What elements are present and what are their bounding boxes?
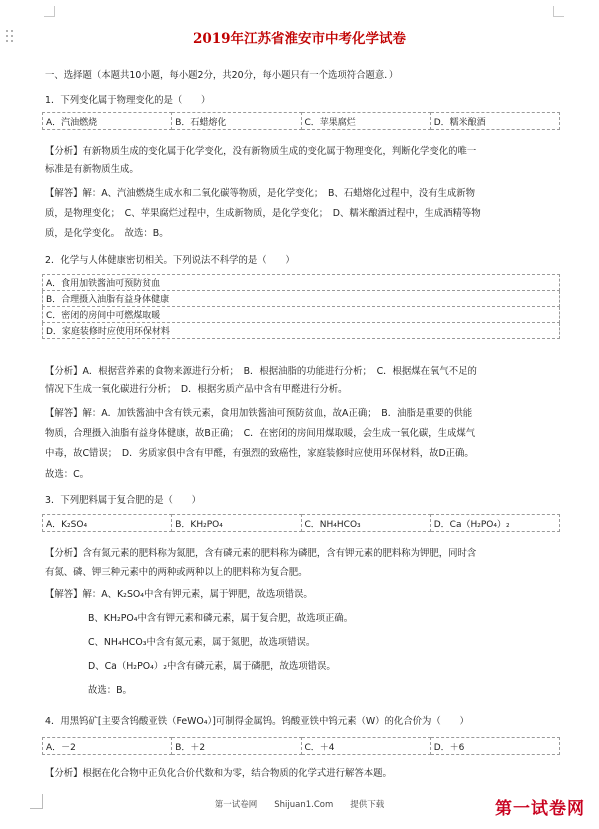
question-3-analysis-line: 【分析】含有氮元素的肥料称为氮肥，含有磷元素的肥料称为磷肥，含有钾元素的肥料称为钾肥，同时含	[45, 548, 477, 559]
page-corner-mark	[44, 6, 55, 17]
option-d: D．糯米酿酒	[430, 113, 559, 130]
option-d: D．＋6	[430, 738, 559, 755]
option-a: A．汽油燃烧	[43, 113, 172, 130]
question-1-stem: 1．下列变化属于物理变化的是（ ）	[45, 95, 211, 106]
question-1-analysis-line: 标准是有新物质生成。	[45, 164, 139, 175]
question-1-analysis-line: 【分析】有新物质生成的变化属于化学变化，没有新物质生成的变化属于物理变化，判断化学变化的唯一	[45, 146, 477, 157]
document-title: 2019年江苏省淮安市中考化学试卷	[192, 31, 407, 47]
option-d: D．家庭装修时应使用环保材料	[43, 323, 560, 339]
question-4-analysis-line: 【分析】根据在化合物中正负化合价代数和为零，结合物质的化学式进行解答本题。	[45, 768, 392, 779]
question-2-options	[42, 274, 560, 339]
option-b: B．＋2	[172, 738, 301, 755]
question-3-analysis-line: 有氮、磷、钾三种元素中的两种或两种以上的肥料称为复合肥。	[45, 567, 308, 578]
option-a: A．－2	[43, 738, 172, 755]
question-2-analysis-line: 情况下生成一氧化碳进行分析； D．根据劣质产品中含有甲醛进行分析。	[45, 384, 348, 395]
question-1-answer-line: 质，是化学变化。 故选：B。	[45, 228, 169, 239]
question-3-stem: 3．下列肥料属于复合肥的是（ ）	[45, 495, 201, 506]
watermark-logo: 第一试卷网	[495, 799, 585, 819]
question-4-stem: 4．用黑钨矿[主要含钨酸亚铁（FeWO₄）]可制得金属钨。钨酸亚铁中钨元素（W）的化合价为（ ）	[45, 716, 469, 727]
question-3-answer-line: B、KH₂PO₄中含有钾元素和磷元素，属于复合肥，故选项正确。	[88, 613, 354, 624]
section-heading: 一、选择题（本题共10小题，每小题2分，共20分，每小题只有一个选项符合题意．）	[45, 70, 399, 81]
question-1-answer-line: 【解答】解：A、汽油燃烧生成水和二氧化碳等物质，是化学变化； B、石蜡熔化过程中，没有生成新物	[45, 188, 476, 199]
question-2-answer-line: 物质，合理摄入油脂有益身体健康，故B正确； C．在密闭的房间用煤取暖，会生成一氧化碳，生成煤气	[45, 428, 476, 439]
option-a: A．K₂SO₄	[43, 515, 172, 532]
question-4-options	[42, 737, 560, 755]
option-c: C．＋4	[301, 738, 430, 755]
question-3-answer-line: 【解答】解：A、K₂SO₄中含有钾元素，属于钾肥，故选项错误。	[45, 589, 313, 600]
question-2-answer-line: 【解答】解：A．加铁酱油中含有铁元素，食用加铁酱油可预防贫血，故A正确； B．油脂是重要的供能	[45, 408, 473, 419]
question-3-answer-line: D、Ca（H₂PO₄）₂中含有磷元素，属于磷肥，故选项错误。	[88, 661, 336, 672]
option-c: C．密闭的房间中可燃煤取暖	[43, 307, 560, 323]
option-d: D．Ca（H₂PO₄）₂	[430, 515, 559, 532]
option-c: C．苹果腐烂	[301, 113, 430, 130]
question-1-options	[42, 112, 560, 130]
question-2-answer-line: 故选：C。	[45, 469, 90, 480]
question-1-answer-line: 质，是物理变化； C、苹果腐烂过程中，生成新物质，是化学变化； D、糯米酿酒过程中，生成酒精等物	[45, 208, 481, 219]
option-b: B．合理摄入油脂有益身体健康	[43, 291, 560, 307]
option-b: B．KH₂PO₄	[172, 515, 301, 532]
option-b: B．石蜡熔化	[172, 113, 301, 130]
option-a: A．食用加铁酱油可预防贫血	[43, 275, 560, 291]
question-2-answer-line: 中毒，故C错误； D．劣质家俱中含有甲醛，有强烈的致癌性，家庭装修时应使用环保材料，故D正确。	[45, 448, 474, 459]
question-2-analysis-line: 【分析】A．根据营养素的食物来源进行分析； B．根据油脂的功能进行分析； C．根据煤在氧气不足的	[45, 366, 477, 377]
footer-text: 第一试卷网 Shijuan1.Com 提供下载	[214, 800, 385, 810]
option-c: C．NH₄HCO₃	[301, 515, 430, 532]
question-3-answer-line: C、NH₄HCO₃中含有氮元素，属于氮肥，故选项错误。	[88, 637, 316, 648]
page-corner-mark	[553, 6, 564, 17]
question-3-answer-line: 故选：B。	[88, 685, 132, 696]
question-2-stem: 2．化学与人体健康密切相关。下列说法不科学的是（ ）	[45, 255, 295, 266]
question-3-options	[42, 514, 560, 532]
